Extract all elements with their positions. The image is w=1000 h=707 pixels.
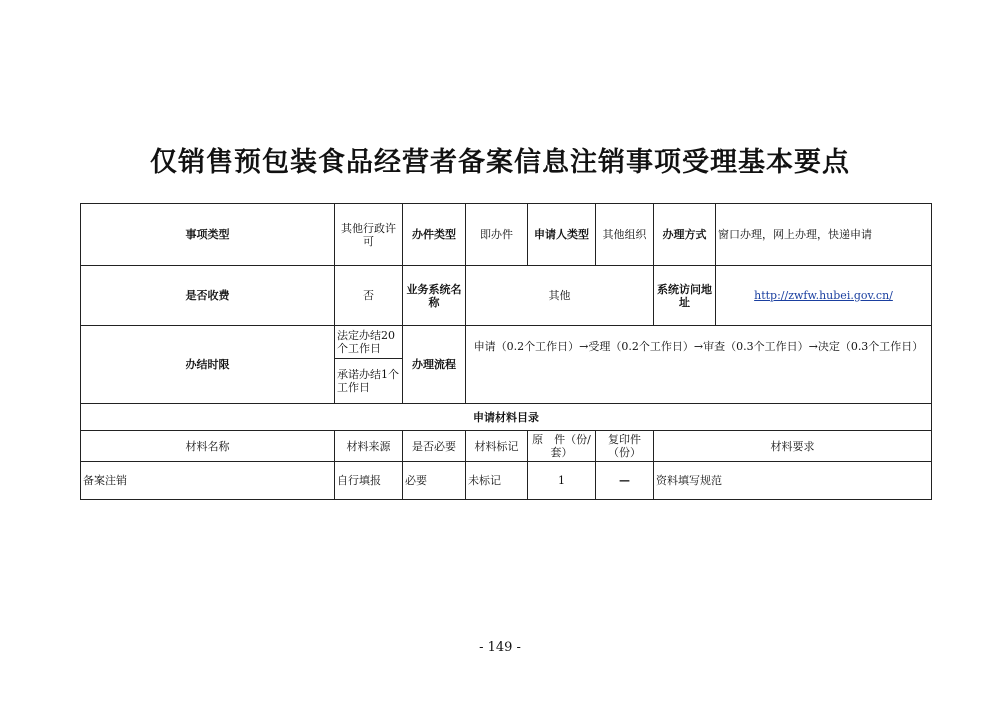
url-cell (716, 266, 932, 326)
material-requirement: 资料填写规范 (654, 462, 932, 500)
item-type-label: 事项类型 (81, 204, 335, 266)
row-materials-title (81, 404, 932, 431)
applicant-type-label: 申请人类型 (528, 204, 596, 266)
item-type-value: 其他行政许可 (335, 204, 403, 266)
fee-label: 是否收费 (81, 266, 335, 326)
handle-type-value: 即办件 (466, 204, 528, 266)
header-material-mark: 材料标记 (466, 431, 528, 462)
row-fee (81, 266, 932, 326)
row-deadline-legal (81, 326, 932, 359)
materials-section-title: 申请材料目录 (81, 404, 932, 431)
legal-deadline: 法定办结20个工作日 (335, 326, 403, 359)
info-table (80, 203, 932, 500)
system-label: 业务系统名称 (403, 266, 466, 326)
system-url-link[interactable]: http://zwfw.hubei.gov.cn/ (754, 289, 893, 302)
page-number: - 149 - (479, 640, 521, 655)
page-title: 仅销售预包装食品经营者备案信息注销事项受理基本要点 (150, 147, 850, 178)
materials-header-row (81, 431, 932, 462)
method-value: 窗口办理，网上办理，快递申请 (716, 204, 932, 266)
process-value: 申请（0.2个工作日）→受理（0.2个工作日）→审查（0.3个工作日）→决定（0.3个工作日） (466, 326, 932, 404)
applicant-type-value: 其他组织 (596, 204, 654, 266)
header-material-source: 材料来源 (335, 431, 403, 462)
material-copy: — (596, 462, 654, 500)
material-name: 备案注销 (81, 462, 335, 500)
process-label: 办理流程 (403, 326, 466, 404)
system-value: 其他 (466, 266, 654, 326)
header-copy: 复印件（份） (596, 431, 654, 462)
header-required: 是否必要 (403, 431, 466, 462)
handle-type-label: 办件类型 (403, 204, 466, 266)
table-row (81, 462, 932, 500)
material-mark: 未标记 (466, 462, 528, 500)
material-original: 1 (528, 462, 596, 500)
method-label: 办理方式 (654, 204, 716, 266)
fee-value: 否 (335, 266, 403, 326)
header-material-name: 材料名称 (81, 431, 335, 462)
url-label: 系统访问地址 (654, 266, 716, 326)
row-item-type (81, 204, 932, 266)
material-source: 自行填报 (335, 462, 403, 500)
header-original: 原 件（份/套） (528, 431, 596, 462)
header-requirement: 材料要求 (654, 431, 932, 462)
material-required: 必要 (403, 462, 466, 500)
deadline-label: 办结时限 (81, 326, 335, 404)
promised-deadline: 承诺办结1个工作日 (335, 359, 403, 404)
